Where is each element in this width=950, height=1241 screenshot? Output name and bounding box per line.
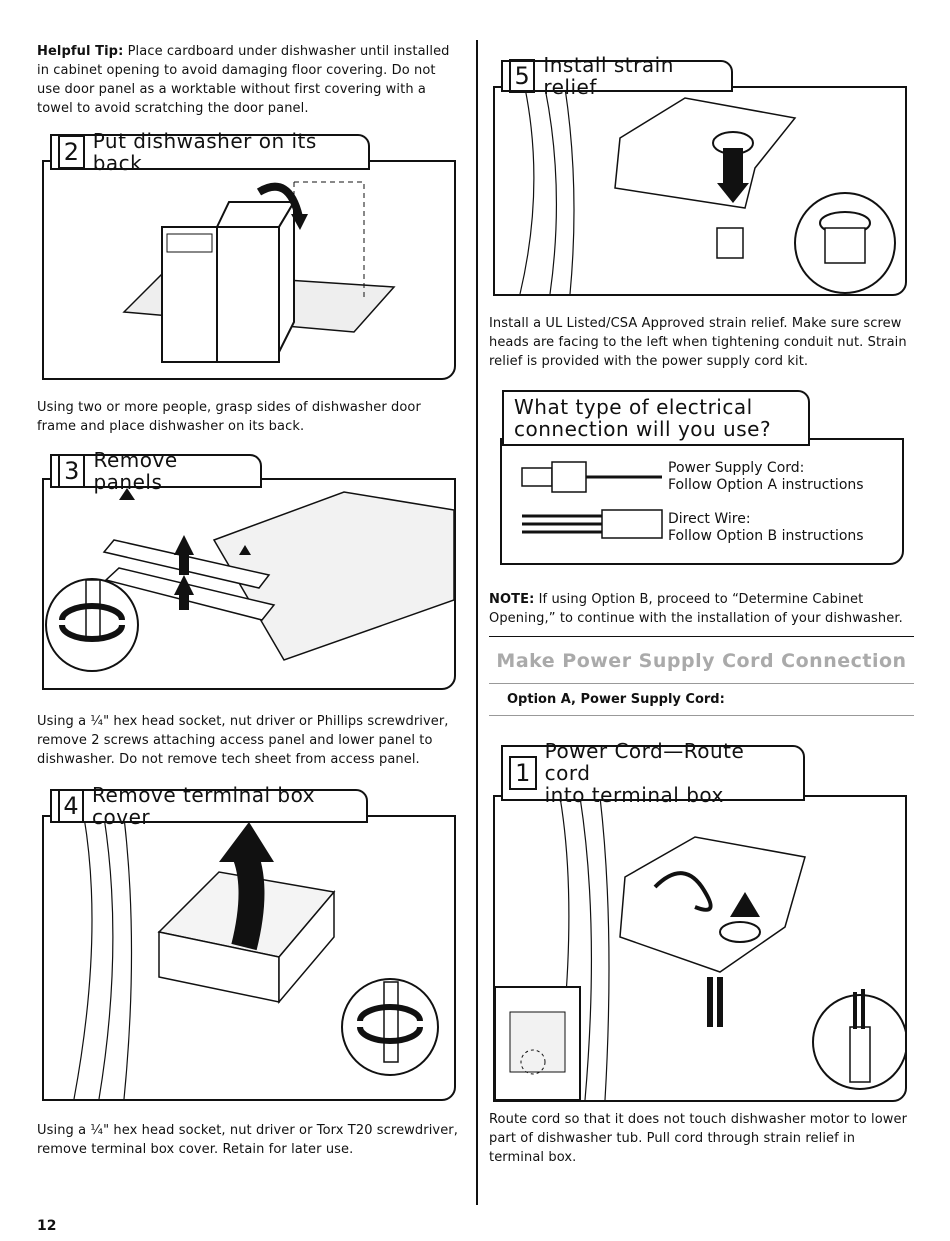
step-number: 4 [58,789,84,823]
step-title [545,740,793,806]
option-a-step-1-caption: Route cord so that it does not touch dishwasher motor to lower part of dishwasher tub. Pull cord through strain relief in terminal box. [489,1112,908,1165]
step-2-illustration [42,160,456,380]
electrical-question-header [502,390,810,446]
tip-label: Helpful Tip: [37,44,124,59]
option-b-title: Direct Wire: [668,511,751,527]
step-title-line-1: Power Cord—Route cord [544,739,745,785]
step-title: Remove terminal box cover [92,783,316,829]
section-rule-middle [489,683,914,684]
option-b-text [668,511,864,545]
route-cord-drawing [495,797,905,1100]
step-2-caption: Using two or more people, grasp sides of dishwasher door frame and place dishwasher on its back. [37,400,421,434]
section-subtitle: Option A, Power Supply Cord: [507,692,725,707]
section-rule-bottom [489,715,914,716]
section-rule-top [489,636,914,637]
option-a-instructions: Follow Option A instructions [668,477,864,493]
step-5-caption: Install a UL Listed/CSA Approved strain relief. Make sure screw heads are facing to the left when tightening conduit nut. Strain relief is provided with the power supply cord kit. [489,316,907,369]
question-line-1: What type of electrical [514,395,753,419]
step-title: Remove panels [93,448,178,494]
step-number: 5 [509,59,535,93]
step-number: 2 [58,135,85,169]
note-text: If using Option B, proceed to “Determine Cabinet Opening,” to continue with the installation of your dishwasher. [489,592,903,626]
option-a-text [668,460,864,494]
option-a-step-1-header [501,739,805,807]
dishwasher-on-back-drawing [44,162,454,378]
step-5-illustration [493,86,907,296]
page-number: 12 [37,1218,57,1234]
column-divider [476,40,478,1205]
step-number: 1 [509,756,537,790]
step-3-caption: Using a ¼" hex head socket, nut driver or Phillips screwdriver, remove 2 screws attaching access panel and lower panel to dishwasher. Do not remove tech sheet from access panel. [37,714,449,767]
strain-relief-drawing [495,88,905,294]
remove-panels-drawing [44,480,454,688]
remove-terminal-box-drawing [44,817,454,1099]
tip-text: Place cardboard under dishwasher until installed in cabinet opening to avoid damaging floor covering. Do not use door panel as a worktable without first covering with a towel to avoid scratching the door panel. [37,44,450,116]
step-title: Install strain relief [543,53,674,99]
electrical-options-box [500,438,904,565]
step-3-illustration [42,478,456,690]
note [489,590,914,628]
option-b-instructions: Follow Option B instructions [668,528,864,544]
section-title: Make Power Supply Cord Connection [496,650,907,672]
step-5-header [501,53,733,99]
option-a-title: Power Supply Cord: [668,460,805,476]
step-3-header [50,448,262,494]
step-4-caption: Using a ¼" hex head socket, nut driver or Torx T20 screwdriver, remove terminal box cover. Retain for later use. [37,1123,458,1157]
step-2-header [50,129,370,175]
helpful-tip [37,42,462,118]
step-4-header [50,783,368,829]
option-a-step-1-illustration [493,795,907,1102]
step-4-illustration [42,815,456,1101]
electrical-question [514,396,771,440]
note-label: NOTE: [489,592,535,607]
step-title: Put dishwasher on its back [92,129,317,175]
step-number: 3 [58,454,85,488]
step-title-line-2: into terminal box [544,783,724,807]
question-line-2: connection will you use? [514,417,772,441]
